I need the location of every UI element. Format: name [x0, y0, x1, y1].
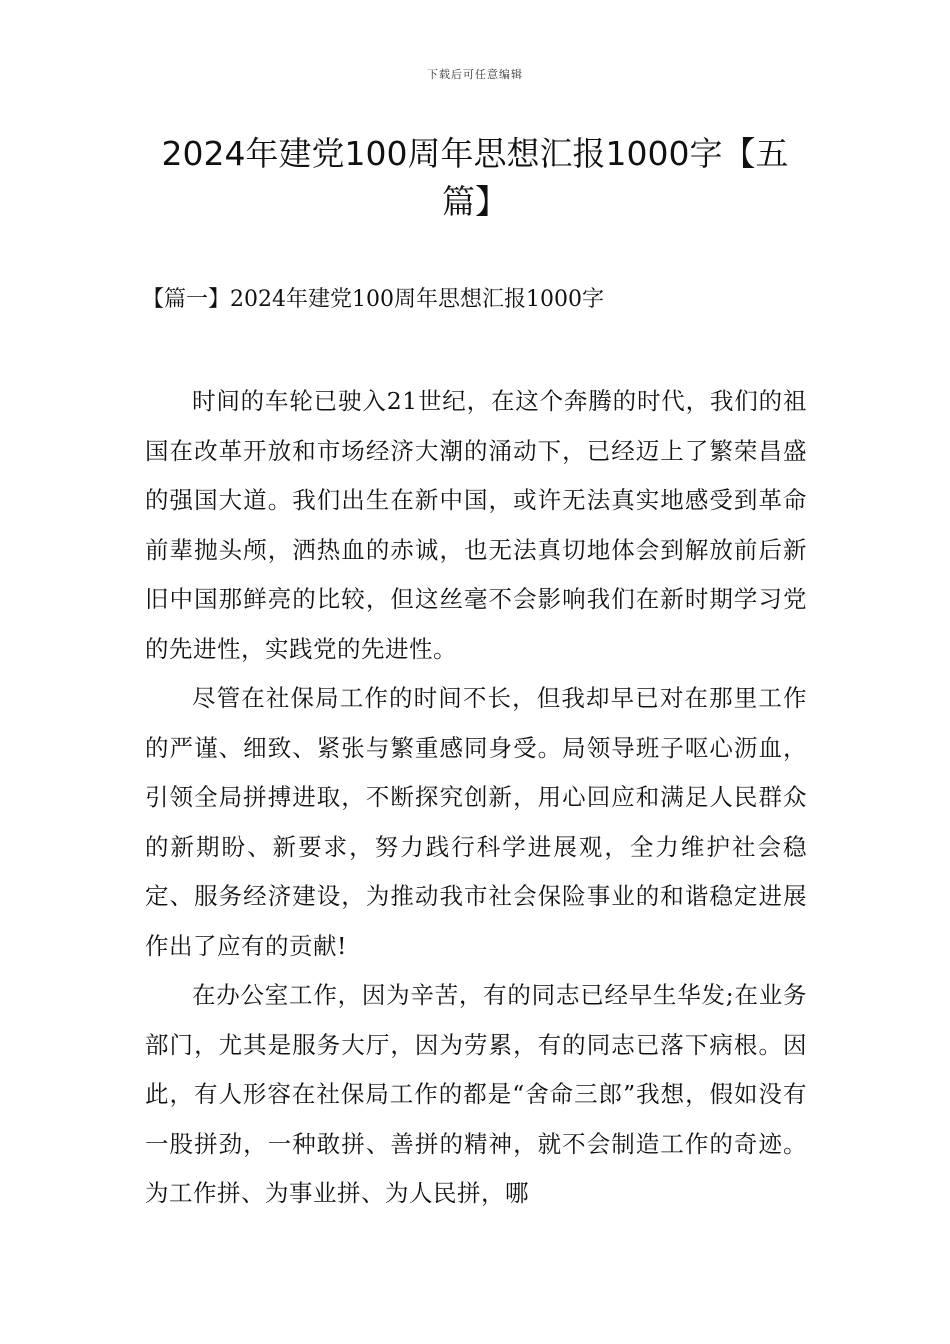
- document-body: [145, 377, 807, 1219]
- document-title: 2024年建党100周年思想汇报1000字【五篇】: [161, 134, 789, 221]
- page-header-note: 下载后可任意编辑: [427, 68, 523, 81]
- body-paragraph: 尽管在社保局工作的时间不长，但我却早已对在那里工作的严谨、细致、紧张与繁重感同身受。局领导班子呕心沥血，引领全局拼搏进取，不断探究创新，用心回应和满足人民群众的新期盼、新要求，努力践行科学进展观，全力维护社会稳定、服务经济建设，为推动我市社会保险事业的和谐稳定进展作出了应有的贡献!: [145, 684, 807, 960]
- body-paragraph: 时间的车轮已驶入21世纪，在这个奔腾的时代，我们的祖国在改革开放和市场经济大潮的涌动下，已经迈上了繁荣昌盛的强国大道。我们出生在新中国，或许无法真实地感受到革命前辈抛头颅，洒热血的赤诚，也无法真切地体会到解放前后新旧中国那鲜亮的比较，但这丝毫不会影响我们在新时期学习党的先进性，实践党的先进性。: [145, 387, 807, 663]
- section-heading: 【篇一】2024年建党100周年思想汇报1000字: [142, 287, 604, 312]
- body-paragraph: 在办公室工作，因为辛苦，有的同志已经早生华发;在业务部门，尤其是服务大厅，因为劳累，有的同志已落下病根。因此，有人形容在社保局工作的都是“舍命三郎”我想，假如没有一股拼劲，一种敢拼、善拼的精神，就不会制造工作的奇迹。为工作拼、为事业拼、为人民拼，哪: [145, 981, 807, 1207]
